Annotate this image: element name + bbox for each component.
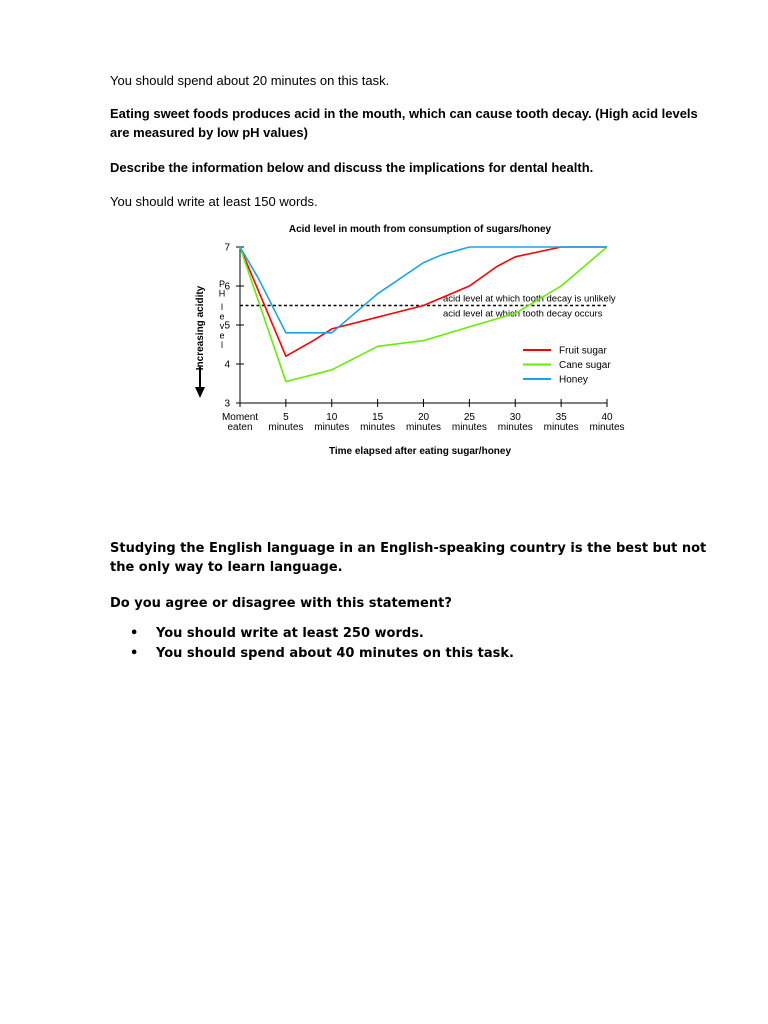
reference-label-below: acid level at which tooth decay occurs: [443, 308, 603, 320]
x-tick-label-bottom: minutes: [405, 422, 442, 433]
reference-label-above: acid level at which tooth decay is unlikely: [443, 293, 616, 305]
x-tick-label-top: 5: [283, 412, 289, 423]
y-ticks: [224, 243, 244, 410]
legend-label: Fruit sugar: [559, 345, 607, 357]
x-tick-label-bottom: minutes: [451, 422, 487, 433]
bullet-item: • You should write at least 250 words.: [110, 624, 710, 644]
x-tick-label-bottom: eaten: [227, 422, 253, 433]
x-tick-label-top: 35: [555, 412, 567, 423]
x-tick-label-bottom: minutes: [497, 422, 533, 433]
x-tick-label-top: 15: [372, 412, 384, 423]
reference-line-group: [240, 294, 616, 320]
task1-instruction: Describe the information below and discuss the implications for dental health.: [110, 160, 594, 175]
y-axis-label-char: v: [219, 321, 225, 331]
x-axis-title: Time elapsed after eating sugar/honey: [328, 446, 512, 457]
y-axis-label-char: l: [221, 302, 223, 312]
x-tick-label-bottom: minutes: [314, 422, 350, 433]
legend-label: Cane sugar: [559, 360, 611, 371]
legend-label: Honey: [559, 374, 588, 386]
y-side-label: [195, 285, 206, 398]
y-tick-label: 4: [224, 359, 230, 371]
x-tick-label-bottom: minutes: [268, 422, 304, 433]
bullet-item: • You should spend about 40 minutes on this task.: [110, 644, 710, 664]
task2-bullets: [110, 624, 710, 664]
series-line: [240, 247, 607, 333]
x-tick-label-bottom: minutes: [360, 422, 396, 433]
task2-statement: Studying the English language in an English-speaking country is the best but not the only way to learn language.: [110, 541, 707, 575]
x-tick-label-top: 10: [326, 412, 338, 423]
task1-word-count: You should write at least 150 words.: [110, 194, 318, 209]
y-axis-label-char: e: [219, 330, 225, 341]
y-tick-label: 6: [224, 281, 230, 293]
task1-prompt: Eating sweet foods produces acid in the mouth, which can cause tooth decay. (High acid levels are measured by low pH values): [110, 106, 698, 140]
y-axis-label-char: l: [221, 340, 223, 350]
x-tick-label-top: 30: [509, 412, 521, 423]
y-axis-label-char: e: [219, 311, 225, 322]
y-tick-label: 5: [224, 320, 230, 332]
x-tick-label-top: Moment: [221, 412, 259, 423]
x-tick-label-top: 25: [463, 412, 475, 423]
x-tick-label-bottom: minutes: [543, 422, 579, 433]
y-side-arrow-head: [195, 387, 205, 398]
x-ticks: [222, 399, 625, 433]
legend: [523, 346, 611, 386]
x-tick-label-top: 40: [601, 412, 613, 423]
task2-question: Do you agree or disagree with this statement?: [110, 596, 452, 611]
y-side-label-text: Increasing acidity: [195, 285, 206, 371]
x-tick-label-bottom: minutes: [589, 422, 625, 433]
y-axis-label-char: P: [218, 279, 226, 289]
y-tick-label: 3: [224, 398, 230, 410]
chart-title: Acid level in mouth from consumption of sugars/honey: [288, 224, 552, 235]
acid-level-chart: [180, 215, 640, 465]
task1-time-note: You should spend about 20 minutes on this task.: [110, 73, 390, 88]
y-tick-label: 7: [224, 242, 230, 254]
x-tick-label-top: 20: [417, 412, 430, 423]
y-axis-label-char: H: [218, 288, 226, 299]
